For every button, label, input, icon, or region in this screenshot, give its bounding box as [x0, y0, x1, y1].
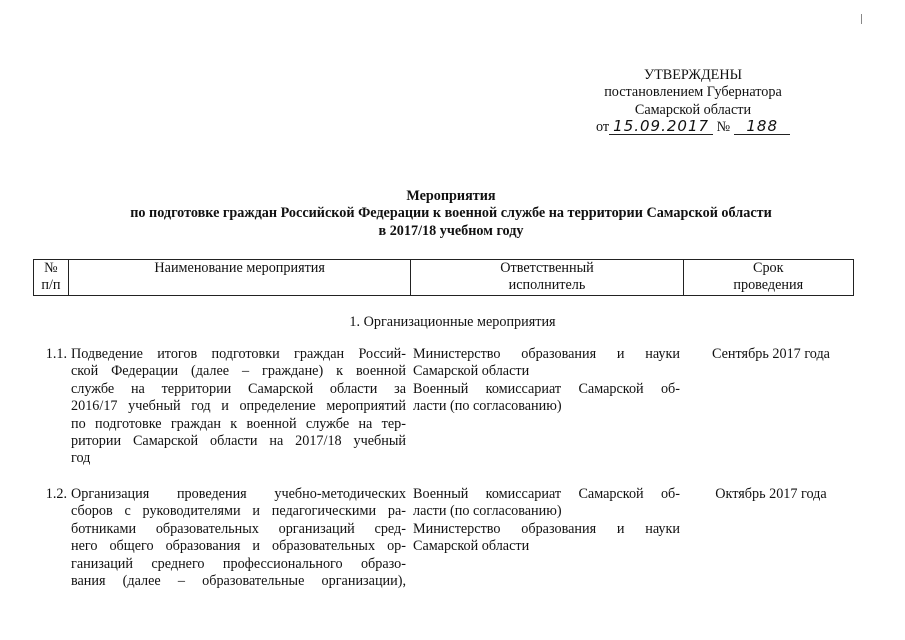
title-line-3: в 2017/18 учебном году [378, 222, 524, 239]
name-line: ганизаций среднего профессионального образо- [71, 555, 406, 572]
header-num-line1: № [44, 260, 58, 276]
section-title: 1. Организационные мероприятия [349, 314, 556, 330]
scan-mark [861, 14, 866, 24]
name-line: ской Федерации (далее – граждане) к военной [71, 363, 406, 380]
approval-heading: УТВЕРЖДЕНЫ [644, 67, 742, 83]
header-term-line2: проведения [733, 277, 804, 293]
header-name-text: Наименование мероприятия [154, 260, 325, 276]
name-line: ботниками образовательных организаций сред- [71, 520, 406, 537]
date-prefix: от [596, 119, 610, 136]
handwritten-date: 15.09.2017 [609, 119, 713, 135]
document-title [60, 188, 842, 240]
header-term-line1: Срок [752, 260, 784, 276]
row-number: 1.2. [45, 486, 67, 502]
exec-line: Самарской области [413, 363, 530, 380]
approval-date-line [588, 119, 798, 136]
title-line-1: Мероприятия [406, 188, 496, 204]
header-term [683, 260, 853, 296]
row-name [71, 486, 406, 590]
exec-line: Министерство образования и науки [413, 346, 680, 362]
approval-region-line: Самарской области [634, 101, 752, 118]
row-name [71, 346, 406, 468]
name-line: 2016/17 учебный год и определение мероприятий [71, 398, 406, 415]
name-line: службе на территории Самарской области за [71, 380, 406, 397]
name-line: ритории Самарской области на 2017/18 учебный [71, 433, 406, 450]
table-header [33, 259, 854, 296]
row-executor [413, 486, 680, 556]
name-line: Подведение итогов подготовки граждан Россий- [71, 346, 406, 362]
exec-line: Военный комиссариат Самарской об- [413, 486, 680, 502]
exec-line: Министерство образования и науки [413, 520, 680, 537]
header-exec-line2: исполнитель [508, 277, 586, 293]
name-line: сборов с руководителями и педагогическими ра- [71, 503, 406, 520]
name-line: по подготовке граждан к военной службе на тер- [71, 415, 406, 432]
name-line: год [71, 450, 91, 467]
exec-line: Самарской области [413, 538, 530, 555]
header-num-line2: п/п [41, 277, 61, 293]
row-term: Октябрь 2017 года [715, 486, 827, 502]
header-num [34, 260, 69, 296]
header-name [68, 260, 411, 296]
exec-line: ласти (по согласованию) [413, 503, 562, 520]
number-prefix: № [716, 119, 731, 136]
row-executor [413, 346, 680, 416]
exec-line: Военный комиссариат Самарской об- [413, 380, 680, 397]
header-exec-line1: Ответственный [500, 260, 594, 276]
row-number: 1.1. [45, 346, 67, 362]
approval-block [588, 67, 798, 137]
name-line: вания (далее – образовательные организации), [71, 573, 406, 590]
name-line: него общего образования и образовательных ор- [71, 538, 406, 555]
title-line-2: по подготовке граждан Российской Федерации к военной службе на территории Самарской области [130, 205, 772, 222]
header-exec [411, 260, 683, 296]
row-term: Сентябрь 2017 года [712, 346, 830, 362]
name-line: Организация проведения учебно-методических [71, 486, 406, 502]
exec-line: ласти (по согласованию) [413, 398, 562, 415]
handwritten-number: 188 [734, 119, 790, 135]
approval-decree-line: постановлением Губернатора [604, 84, 782, 101]
